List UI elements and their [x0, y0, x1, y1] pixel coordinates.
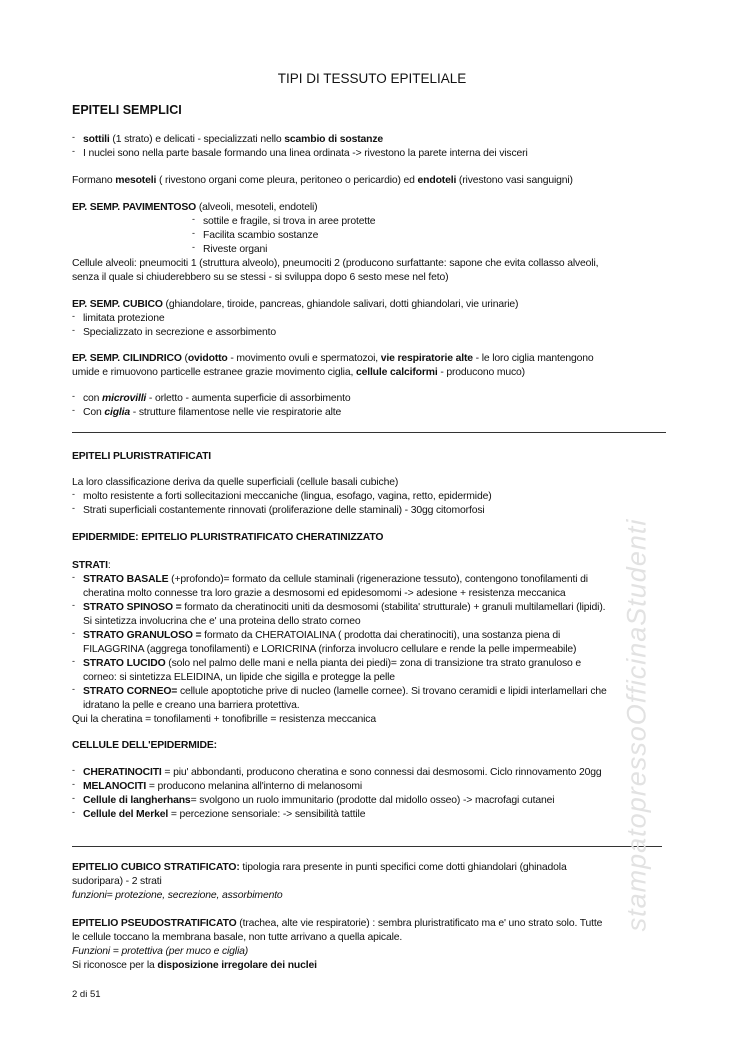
- text-run: ciglia: [104, 407, 131, 418]
- text-run: Formano: [72, 175, 116, 186]
- text-run: mesoteli: [115, 175, 157, 186]
- text-line: [192, 228, 319, 243]
- text-run: ( rivestono organi come pleura, peritoneo o pericardio) ed: [156, 175, 418, 186]
- horizontal-rule: [72, 846, 662, 847]
- text-run: cheratina molto connesse tra loro grazie a desmosomi ed epidesomomi -> adesione + resistenza meccanica: [83, 588, 566, 599]
- text-run: sottili: [83, 134, 110, 145]
- text-line: [72, 405, 342, 420]
- text-line: [83, 671, 395, 685]
- text-run: Cellule di langherhans: [83, 795, 191, 806]
- text-run: EP. SEMP. PAVIMENTOSO: [72, 202, 197, 213]
- text-line: [83, 699, 299, 713]
- text-run: Strati superficiali costantemente rinnovati (proliferazione delle staminali) - 30gg citomorfosi: [83, 505, 485, 516]
- text-line: [72, 713, 376, 727]
- text-run: (1 strato) e delicati - specializzati nello: [109, 134, 285, 145]
- text-line: [72, 861, 567, 875]
- text-line: [72, 146, 528, 161]
- text-line: [72, 352, 594, 366]
- text-run: formato da cheratinociti uniti da desmosomi (stabilita' strutturale) + granuli multilamellari (lipidi).: [181, 602, 606, 613]
- text-run: - movimento ovuli e spermatozoi,: [227, 353, 381, 364]
- text-run: EPITELIO CUBICO STRATIFICATO:: [72, 862, 240, 873]
- bullet-dash: -: [192, 228, 195, 238]
- text-run: Funzioni = protettiva (per muco e ciglia): [72, 946, 249, 957]
- watermark: stampatopressoOfficinaStudenti: [621, 518, 652, 932]
- text-run: Qui la cheratina = tonofilamenti + tonofibrille = resistenza meccanica: [72, 714, 376, 725]
- text-line: [72, 656, 582, 671]
- text-line: [72, 257, 598, 271]
- text-line: [72, 174, 573, 188]
- text-line: [83, 615, 361, 629]
- text-run: cellule calciformi: [355, 367, 438, 378]
- text-run: FILAGGRINA (aggrega tonofilamenti) e LORICRINA (rinforza involucro cellulare e rende la pelle impermeabile): [83, 644, 577, 655]
- text-run: ovidotto: [187, 353, 228, 364]
- text-line: [83, 643, 576, 657]
- text-run: STRATO CORNEO=: [83, 686, 178, 697]
- text-run: corneo: si sintetizza ELEIDINA, un lipide che sigilla e protegge la pelle: [83, 672, 395, 683]
- text-run: limitata protezione: [83, 313, 165, 324]
- text-line: [72, 391, 351, 406]
- bullet-dash: -: [72, 628, 75, 638]
- text-run: disposizione irregolare dei nuclei: [157, 960, 317, 971]
- text-run: (trachea, alte vie respiratorie) : sembra pluristratificato ma e' uno strato solo. Tutte: [236, 918, 603, 929]
- text-line: [72, 931, 402, 945]
- section-heading: EPITELI SEMPLICI: [72, 103, 182, 117]
- text-line: [72, 503, 485, 518]
- bullet-dash: -: [72, 311, 75, 321]
- page-title: TIPI DI TESSUTO EPITELIALE: [277, 71, 467, 86]
- text-run: molto resistente a forti sollecitazioni meccaniche (lingua, esofago, vagina, retto, epidermide): [83, 491, 492, 502]
- text-run: Si riconosce per la: [72, 960, 158, 971]
- text-run: vie respiratorie alte: [380, 353, 473, 364]
- text-run: = percezione sensoriale: -> sensibilità tattile: [168, 809, 366, 820]
- text-run: sottile e fragile, si trova in aree protette: [203, 216, 376, 227]
- text-run: microvilli: [102, 393, 147, 404]
- bullet-dash: -: [72, 600, 75, 610]
- text-line: [72, 779, 363, 794]
- text-line: [72, 793, 555, 808]
- text-run: (ghiandolare, tiroide, pancreas, ghiandole salivari, dotti ghiandolari, vie urinarie): [162, 299, 519, 310]
- text-line: [72, 765, 602, 780]
- text-run: formato da CHERATOIALINA ( prodotta dai cheratinociti), una sostanza piena di: [201, 630, 561, 641]
- text-run: La loro classificazione deriva da quelle superficiali (cellule basali cubiche): [72, 477, 399, 488]
- text-line: [72, 450, 211, 464]
- text-run: Facilita scambio sostanze: [203, 230, 319, 241]
- text-run: CELLULE DELL'EPIDERMIDE:: [72, 740, 217, 751]
- text-run: cellule apoptotiche prive di nucleo (lamelle cornee). Si trovano ceramidi e lipidi interlamellari che: [177, 686, 607, 697]
- text-run: (solo nel palmo delle mani e nella pianta dei piedi)= zona di transizione tra strato granuloso e: [165, 658, 582, 669]
- bullet-dash: -: [72, 489, 75, 499]
- text-run: Specializzato in secrezione e assorbimento: [83, 327, 276, 338]
- bullet-dash: -: [72, 503, 75, 513]
- text-run: = producono melanina all'interno di melanosomi: [146, 781, 363, 792]
- text-line: [72, 600, 606, 615]
- bullet-dash: -: [192, 214, 195, 224]
- text-line: [72, 366, 525, 380]
- text-run: - orletto - aumenta superficie di assorbimento: [146, 393, 351, 404]
- text-run: senza il quale si chiuderebbero su se stessi - si sviluppa dopo 6 sesto mese nel feto): [72, 272, 449, 283]
- text-run: - le loro ciglia mantengono: [472, 353, 594, 364]
- text-line: [72, 875, 162, 889]
- text-line: [72, 132, 384, 147]
- horizontal-rule: [72, 432, 666, 433]
- bullet-dash: -: [72, 684, 75, 694]
- text-run: idratano la pelle e creano una barriera protettiva.: [83, 700, 300, 711]
- text-run: Si sintetizza involucrina che e' una proteina dello strato corneo: [83, 616, 361, 627]
- text-run: Cellule del Merkel: [83, 809, 169, 820]
- text-run: sudoripara) - 2 strati: [72, 876, 162, 887]
- bullet-dash: -: [72, 793, 75, 803]
- bullet-dash: -: [72, 405, 75, 415]
- text-run: EPITELI PLURISTRATIFICATI: [72, 451, 212, 462]
- text-run: le cellule toccano la membrana basale, non tutte arrivano a quella apicale.: [72, 932, 403, 943]
- bullet-dash: -: [72, 807, 75, 817]
- text-run: (alveoli, mesoteli, endoteli): [196, 202, 318, 213]
- text-line: [72, 531, 383, 545]
- text-run: con: [83, 393, 103, 404]
- text-line: [72, 628, 561, 643]
- text-line: [192, 242, 268, 257]
- text-run: EPITELIO PSEUDOSTRATIFICATO: [72, 918, 237, 929]
- bullet-dash: -: [72, 391, 75, 401]
- text-run: STRATO GRANULOSO =: [83, 630, 202, 641]
- text-run: = piu' abbondanti, producono cheratina e sono connessi dai desmosomi. Ciclo rinnovamento 20gg: [161, 767, 602, 778]
- text-run: (: [181, 353, 188, 364]
- text-line: [72, 271, 448, 285]
- bullet-dash: -: [72, 572, 75, 582]
- text-run: CHERATINOCITI: [83, 767, 162, 778]
- text-run: STRATO BASALE: [83, 574, 169, 585]
- text-line: [72, 917, 602, 931]
- text-run: scambio di sostanze: [284, 134, 384, 145]
- text-run: funzioni= protezione, secrezione, assorbimento: [72, 890, 283, 901]
- bullet-dash: -: [72, 325, 75, 335]
- text-run: STRATO LUCIDO: [83, 658, 166, 669]
- text-line: [72, 959, 317, 973]
- text-run: Con: [83, 407, 105, 418]
- bullet-dash: -: [72, 656, 75, 666]
- text-run: Cellule alveoli: pneumociti 1 (struttura alveolo), pneumociti 2 (producono surfattante: sapone che evita collasso alveoli,: [72, 258, 599, 269]
- text-run: MELANOCITI: [83, 781, 147, 792]
- text-line: [72, 739, 217, 753]
- text-line: [72, 325, 276, 340]
- text-run: - strutture filamentose nelle vie respiratorie alte: [130, 407, 342, 418]
- text-line: [72, 684, 607, 699]
- text-run: - producono muco): [437, 367, 525, 378]
- text-line: [72, 311, 165, 326]
- bullet-dash: -: [192, 242, 195, 252]
- bullet-dash: -: [72, 132, 75, 142]
- text-run: EPIDERMIDE: EPITELIO PLURISTRATIFICATO CHERATINIZZATO: [72, 532, 384, 543]
- text-run: EP. SEMP. CUBICO: [72, 299, 163, 310]
- page-number: 2 di 51: [72, 989, 101, 1000]
- text-run: umide e rimuovono particelle estranee grazie movimento ciglia,: [72, 367, 356, 378]
- text-line: [72, 889, 283, 903]
- text-run: :: [107, 560, 111, 571]
- text-run: STRATO SPINOSO =: [83, 602, 182, 613]
- text-line: [72, 489, 492, 504]
- text-run: (rivestono vasi sanguigni): [456, 175, 573, 186]
- text-run: (+profondo)= formato da cellule staminali (rigenerazione tessuto), contengono tonofilamenti di: [168, 574, 588, 585]
- text-run: tipologia rara presente in punti specifici come dotti ghiandolari (ghinadola: [239, 862, 567, 873]
- bullet-dash: -: [72, 765, 75, 775]
- text-line: [72, 476, 398, 490]
- text-run: endoteli: [417, 175, 457, 186]
- text-run: EP. SEMP. CILINDRICO: [72, 353, 182, 364]
- text-line: [83, 587, 566, 601]
- text-line: [72, 807, 366, 822]
- text-run: I nuclei sono nella parte basale formando una linea ordinata -> rivestono la parete interna dei visceri: [83, 148, 528, 159]
- text-line: [72, 945, 248, 959]
- text-run: = svolgono un ruolo immunitario (prodotte dal midollo osseo) -> macrofagi cutanei: [190, 795, 555, 806]
- text-line: [72, 559, 111, 573]
- text-run: Riveste organi: [203, 244, 268, 255]
- text-line: [72, 298, 518, 312]
- text-line: [72, 572, 588, 587]
- bullet-dash: -: [72, 779, 75, 789]
- text-run: STRATI: [72, 560, 108, 571]
- bullet-dash: -: [72, 146, 75, 156]
- text-line: [192, 214, 376, 229]
